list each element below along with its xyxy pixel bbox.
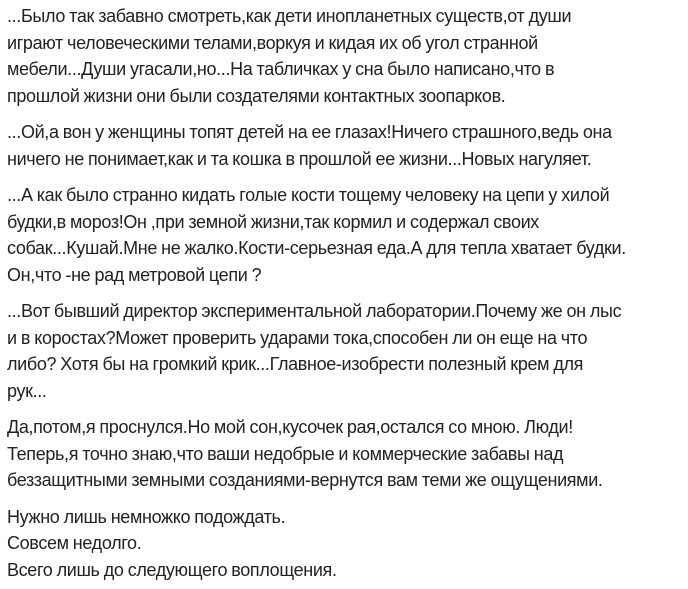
paragraph-3	[7, 182, 684, 288]
text-line: Всего лишь до следующего воплощения.	[7, 559, 337, 580]
text-line: ничего не понимает,как и та кошка в прошлой ее жизни...Новых нагуляет.	[7, 148, 592, 169]
paragraph-2	[7, 119, 684, 172]
text-line: мебели...Души угасали,но...На табличках у сна было написано,что в	[7, 59, 555, 79]
text-line: собак...Кушай.Мне не жалко.Кости-серьезная еда.А для тепла хватает будки.	[7, 238, 626, 258]
text-line: прошлой жизни они были создателями контактных зоопарков.	[7, 85, 506, 106]
text-line: ...А как было странно кидать голые кости тощему человеку на цепи у хилой	[7, 185, 610, 205]
text-line: Теперь,я точно знаю,что ваши недобрые и коммерческие забавы над	[7, 443, 564, 464]
text-line: ...Ой,а вон у женщины топят детей на ее глазах!Ничего страшного,ведь она	[7, 122, 612, 142]
text-line: беззащитными земными созданиями-вернутся вам теми же ощущениями.	[7, 470, 603, 490]
paragraph-4	[7, 298, 684, 404]
text-line: Он,что -не рад метровой цепи ?	[7, 264, 262, 285]
text-line: ...Вот бывший директор экспериментальной лаборатории.Почему же он лыс	[7, 301, 622, 321]
text-line: и в коростах?Может проверить ударами тока,способен ли он еще на что	[7, 327, 588, 348]
text-line: либо? Хотя бы на громкий крик...Главное-изобрести полезный крем для	[7, 354, 584, 374]
text-line: будки,в мороз!Он ,при земной жизни,так кормил и содержал своих	[7, 211, 539, 232]
text-line: играют человеческими телами,воркуя и кидая их об угол странной	[7, 32, 538, 53]
text-line: рук...	[7, 380, 47, 401]
text-line: Совсем недолго.	[7, 533, 142, 553]
paragraph-1	[7, 3, 684, 109]
text-line: Нужно лишь немножко подождать.	[7, 506, 286, 527]
text-line: ...Было так забавно смотреть,как дети инопланетных существ,от души	[7, 6, 572, 26]
paragraph-6	[7, 504, 684, 584]
text-line: Да,потом,я проснулся.Но мой сон,кусочек рая,остался со мною. Люди!	[7, 417, 573, 437]
paragraph-5	[7, 414, 684, 494]
